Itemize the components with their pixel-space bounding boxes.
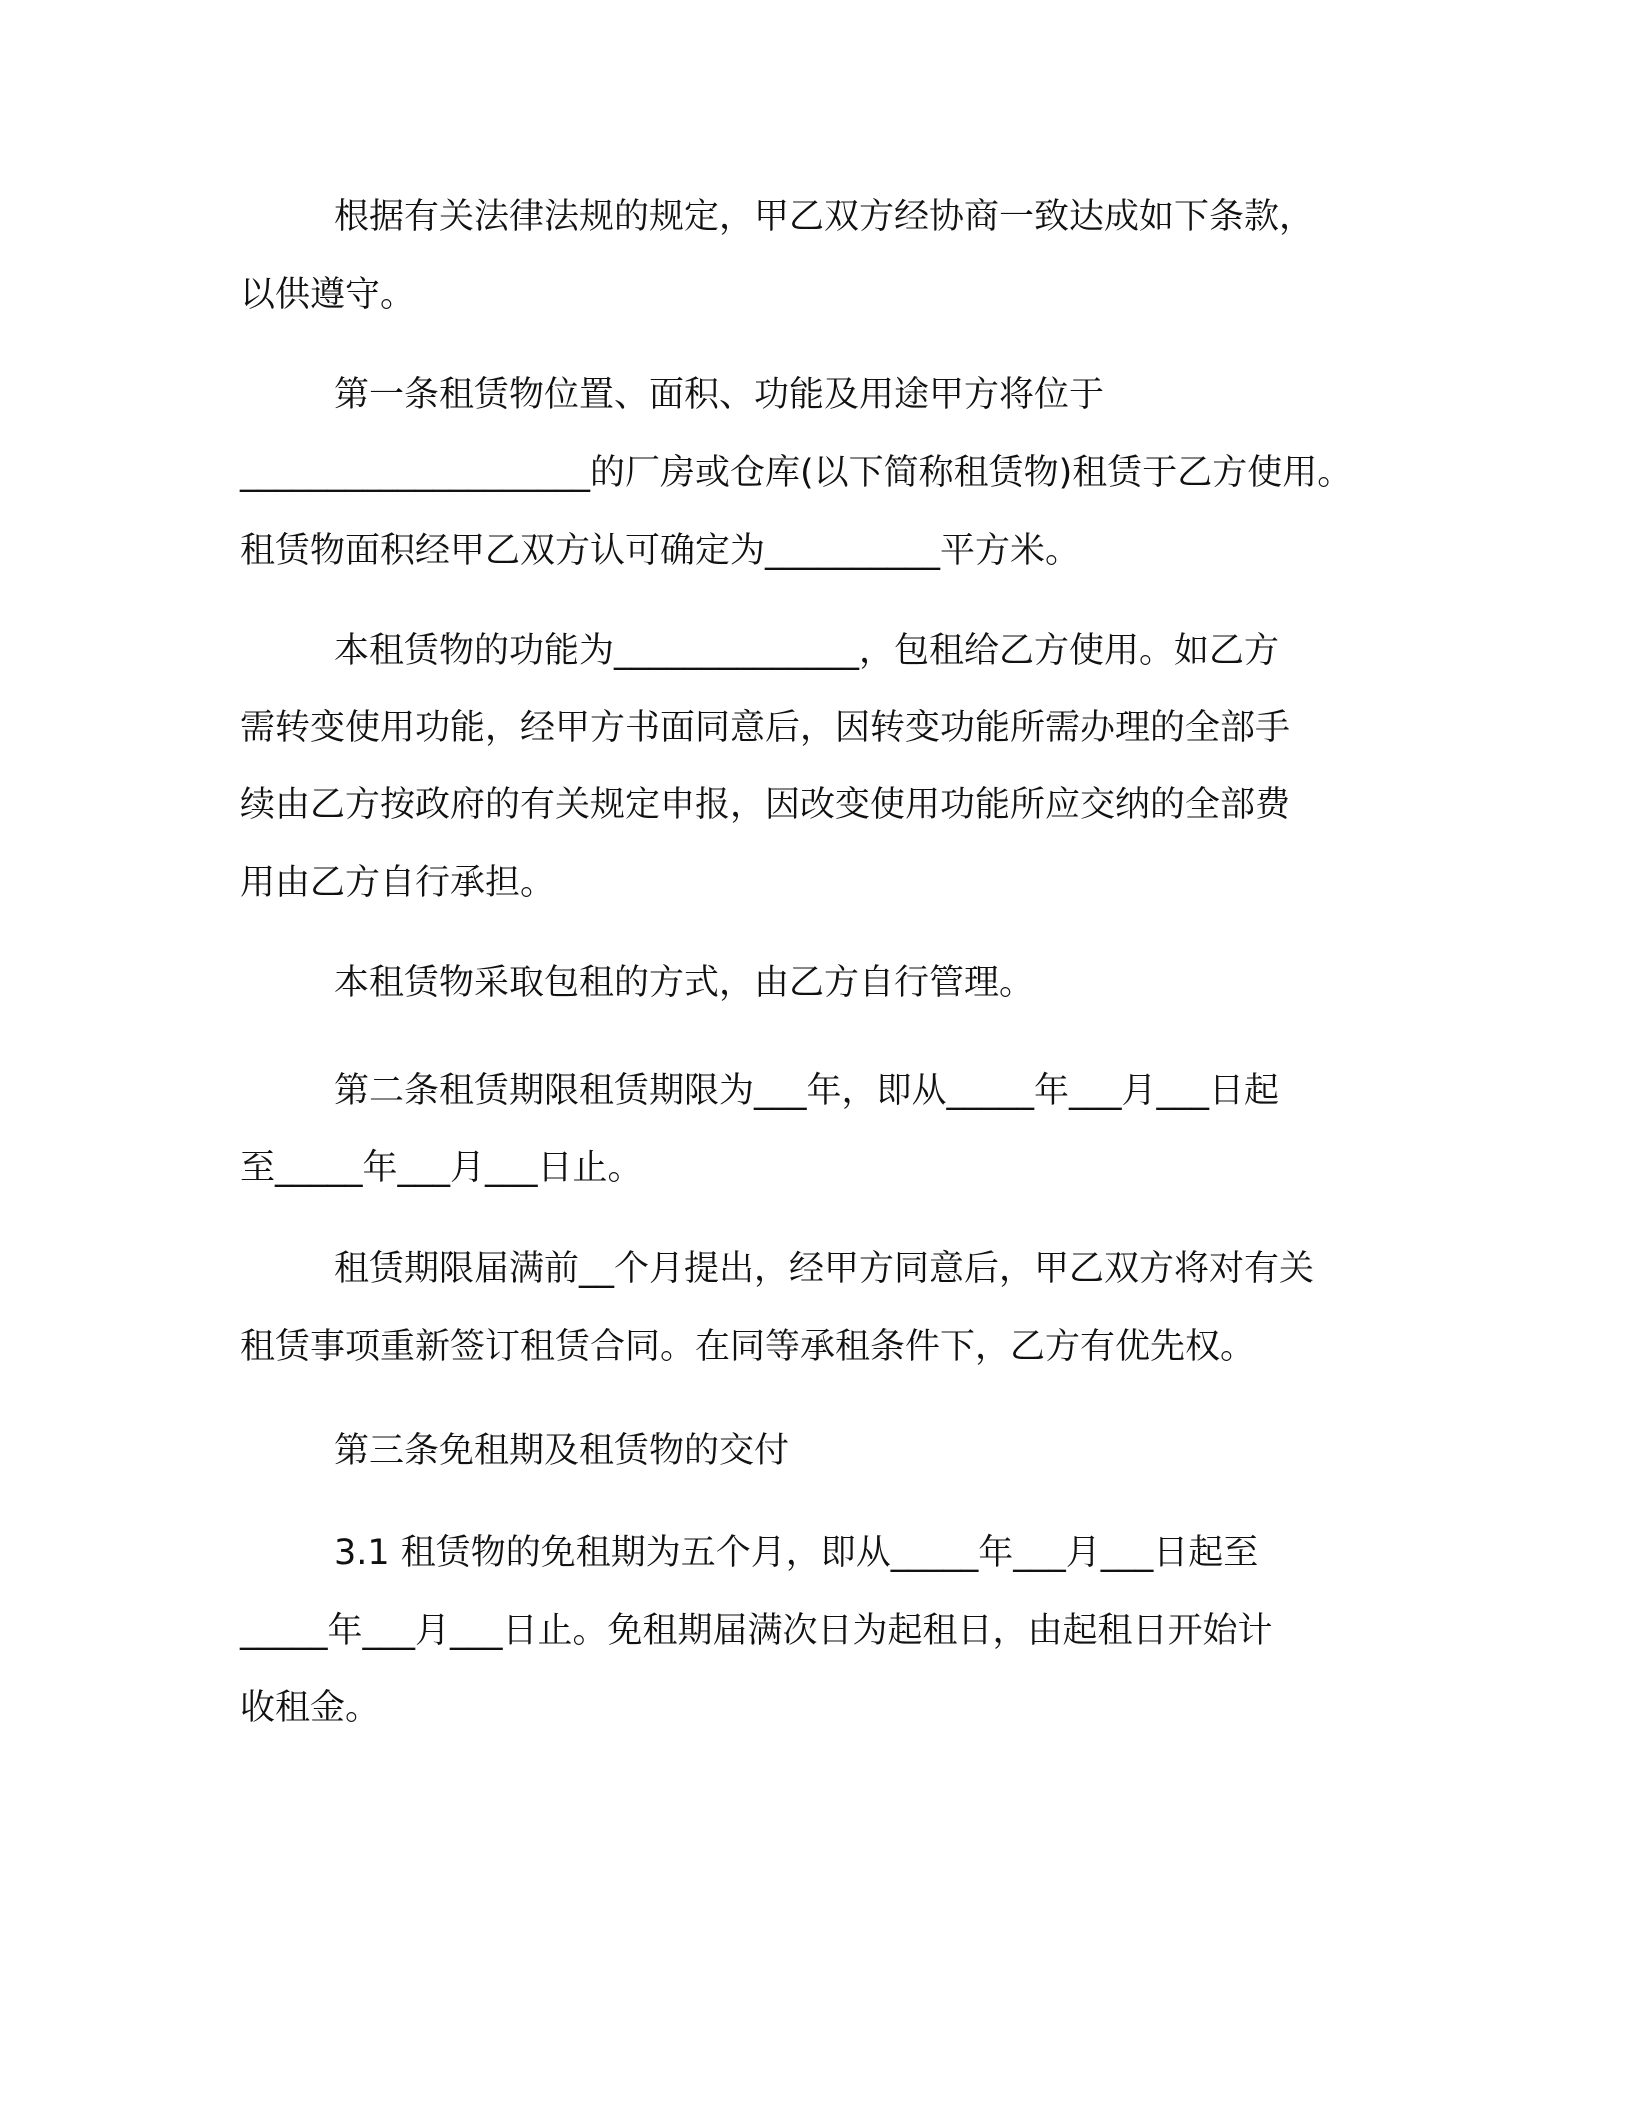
paragraph-line: 根据有关法律法规的规定，甲乙双方经协商一致达成如下条款， [334, 197, 1315, 237]
paragraph-line: 租赁物面积经甲乙双方认可确定为__________平方米。 [240, 531, 1081, 571]
paragraph-line: 租赁期限届满前__个月提出，经甲方同意后，甲乙双方将对有关 [334, 1249, 1315, 1289]
paragraph-line: _____年___月___日止。免租期届满次日为起租日，由起租日开始计 [240, 1611, 1273, 1651]
paragraph-line: 用由乙方自行承担。 [240, 863, 556, 903]
paragraph-line: ____________________的厂房或仓库(以下简称租赁物)租赁于乙方使用。 [240, 453, 1353, 493]
paragraph-line: 3.1 租赁物的免租期为五个月，即从_____年___月___日起至 [334, 1533, 1259, 1573]
paragraph-line: 至_____年___月___日止。 [240, 1148, 643, 1188]
paragraph-line: 以供遵守。 [240, 275, 416, 315]
paragraph-line: 收租金。 [240, 1688, 381, 1728]
paragraph-line: 续由乙方按政府的有关规定申报，因改变使用功能所应交纳的全部费 [240, 785, 1291, 825]
paragraph-line: 本租赁物的功能为______________，包租给乙方使用。如乙方 [334, 631, 1280, 671]
paragraph-line: 租赁事项重新签订租赁合同。在同等承租条件下，乙方有优先权。 [240, 1327, 1256, 1367]
paragraph-line: 第二条租赁期限租赁期限为___年，即从_____年___月___日起 [334, 1071, 1280, 1111]
paragraph-line: 第一条租赁物位置、面积、功能及用途甲方将位于 [334, 375, 1105, 415]
paragraph-line: 第三条免租期及租赁物的交付 [334, 1431, 790, 1471]
paragraph-line: 需转变使用功能，经甲方书面同意后，因转变功能所需办理的全部手 [240, 708, 1291, 748]
paragraph-line: 本租赁物采取包租的方式，由乙方自行管理。 [334, 963, 1035, 1003]
